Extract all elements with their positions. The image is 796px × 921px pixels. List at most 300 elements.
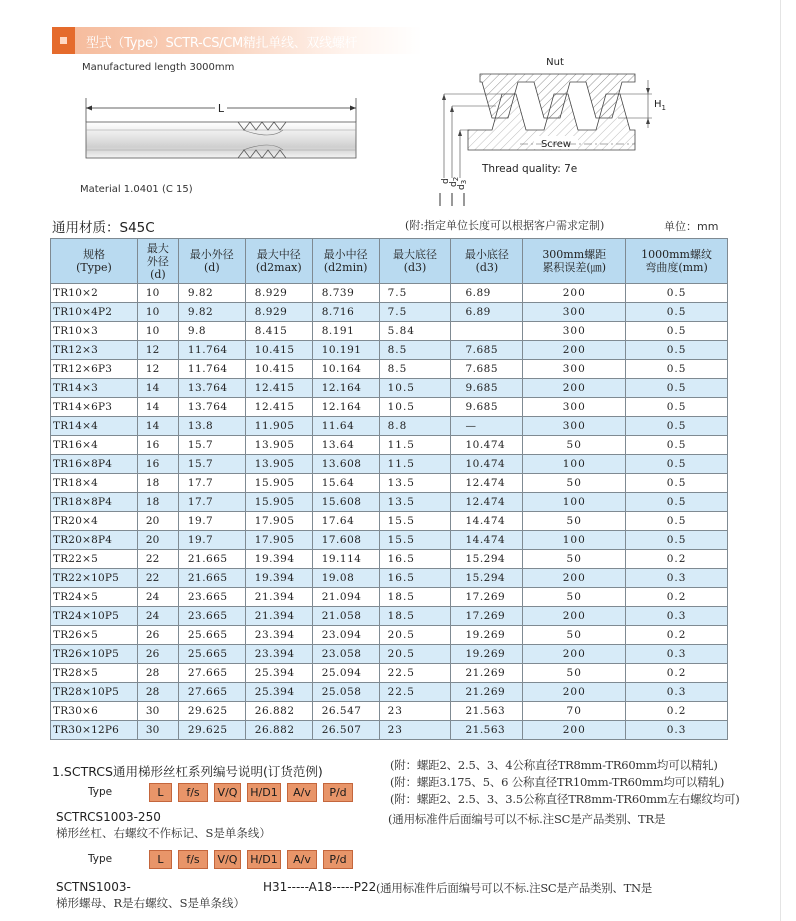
table-cell: 21.394 (245, 588, 312, 607)
table-cell: 12 (137, 341, 178, 360)
table-cell: 21.269 (451, 664, 523, 683)
table-cell: 0.5 (626, 455, 728, 474)
table-cell: 27.665 (178, 664, 245, 683)
table-cell: 15.7 (178, 455, 245, 474)
table-cell: 200 (523, 721, 626, 740)
column-header-line: 最大底径 (393, 248, 438, 261)
table-cell: 10.164 (312, 360, 379, 379)
table-row (51, 512, 728, 531)
column-header-line: 1000mm螺纹 (641, 248, 712, 261)
table-row (51, 550, 728, 569)
table-cell: 16 (137, 436, 178, 455)
table-cell: 18.5 (379, 588, 451, 607)
table-cell: 24 (137, 607, 178, 626)
code-box-av: A/v (287, 783, 317, 802)
table-cell: 17.64 (312, 512, 379, 531)
example-note-2: (通用标准件后面编号可以不标.注SC是产品类别、TN是 (376, 881, 652, 895)
table-cell: 200 (523, 341, 626, 360)
column-header-1 (137, 239, 178, 284)
table-cell: 11.764 (178, 341, 245, 360)
column-header-line: (Type) (76, 261, 112, 274)
table-cell: 24 (137, 588, 178, 607)
table-cell: 14.474 (451, 531, 523, 550)
table-cell: TR20×8P4 (51, 531, 138, 550)
table-cell: 26.507 (312, 721, 379, 740)
example-desc-2: 梯形螺母、R是右螺纹、S是单条线） (56, 896, 246, 910)
code-box-fs: f/s (178, 783, 208, 802)
screw-label: Screw (540, 139, 572, 150)
table-cell: 25.394 (245, 664, 312, 683)
table-cell: 23.058 (312, 645, 379, 664)
table-cell: 7.685 (451, 341, 523, 360)
table-cell: 21.665 (178, 550, 245, 569)
code-box-vq: V/Q (214, 783, 241, 802)
table-cell: TR14×3 (51, 379, 138, 398)
table-cell: 13.905 (245, 436, 312, 455)
table-cell: TR18×8P4 (51, 493, 138, 512)
table-cell: 19.7 (178, 512, 245, 531)
table-cell: 6.89 (451, 284, 523, 303)
column-header-3 (245, 239, 312, 284)
d-label: d (441, 178, 451, 184)
table-body (51, 284, 728, 740)
table-cell: 200 (523, 683, 626, 702)
table-cell: 18.5 (379, 607, 451, 626)
ordering-note-3: (附：螺距2、2.5、3、3.5公称直径TR8mm-TR60mm左右螺纹均可) (390, 792, 740, 806)
table-row (51, 721, 728, 740)
code-box-row-2 (149, 850, 359, 869)
table-cell (451, 322, 523, 341)
table-cell: 18 (137, 493, 178, 512)
table-cell: 10 (137, 322, 178, 341)
section-title-bar (52, 27, 422, 54)
table-cell: 19.269 (451, 626, 523, 645)
table-cell: TR22×10P5 (51, 569, 138, 588)
table-cell: 19.08 (312, 569, 379, 588)
table-cell: TR12×6P3 (51, 360, 138, 379)
code-box-row-1 (149, 783, 359, 802)
table-row (51, 303, 728, 322)
table-cell: 300 (523, 360, 626, 379)
code-box-pd: P/d (323, 783, 353, 802)
table-cell: 20 (137, 531, 178, 550)
table-cell: 20.5 (379, 626, 451, 645)
example-code-2-tail: H31-----A18-----P22 (263, 880, 377, 894)
table-cell: TR10×4P2 (51, 303, 138, 322)
table-cell: 300 (523, 417, 626, 436)
table-cell: 13.64 (312, 436, 379, 455)
table-cell: 100 (523, 531, 626, 550)
table-cell: 200 (523, 284, 626, 303)
code-box-hd1: H/D1 (247, 850, 281, 869)
table-cell: 0.3 (626, 569, 728, 588)
table-row (51, 322, 728, 341)
table-cell: 0.3 (626, 683, 728, 702)
table-row (51, 588, 728, 607)
table-cell: TR22×5 (51, 550, 138, 569)
column-header-line: 外径 (146, 254, 169, 268)
table-cell: 14 (137, 398, 178, 417)
table-cell: 0.5 (626, 341, 728, 360)
table-cell: 22 (137, 569, 178, 588)
code-box-l: L (149, 783, 172, 802)
table-cell: 21.269 (451, 683, 523, 702)
table-cell: TR28×10P5 (51, 683, 138, 702)
table-cell: 22 (137, 550, 178, 569)
thread-quality: Thread quality: 7e (482, 163, 578, 175)
table-cell: 26 (137, 626, 178, 645)
table-cell: TR14×6P3 (51, 398, 138, 417)
unit-label: 单位：mm (664, 220, 719, 233)
table-row (51, 284, 728, 303)
table-cell: 50 (523, 512, 626, 531)
table-cell: 0.2 (626, 664, 728, 683)
table-cell: 6.89 (451, 303, 523, 322)
table-cell: 10.191 (312, 341, 379, 360)
table-cell: 0.3 (626, 607, 728, 626)
table-cell: 9.685 (451, 398, 523, 417)
nut-label: Nut (546, 57, 564, 68)
table-cell: 10.5 (379, 379, 451, 398)
table-cell: 11.5 (379, 455, 451, 474)
table-cell: 17.905 (245, 531, 312, 550)
table-cell: 23.665 (178, 607, 245, 626)
table-cell: 0.5 (626, 398, 728, 417)
table-cell: 0.2 (626, 626, 728, 645)
code-box-hd1: H/D1 (247, 783, 281, 802)
table-cell: 14 (137, 417, 178, 436)
table-cell: 200 (523, 607, 626, 626)
table-cell: 10 (137, 303, 178, 322)
table-cell: 0.3 (626, 721, 728, 740)
code-box-l: L (149, 850, 172, 869)
table-cell: 8.929 (245, 303, 312, 322)
table-cell: 26.882 (245, 702, 312, 721)
table-row (51, 702, 728, 721)
table-cell: TR26×5 (51, 626, 138, 645)
table-cell: 10.474 (451, 455, 523, 474)
table-cell: 12 (137, 360, 178, 379)
table-cell: 14 (137, 379, 178, 398)
table-cell: TR24×10P5 (51, 607, 138, 626)
column-header-line: 最小底径 (464, 248, 509, 261)
table-cell: 200 (523, 569, 626, 588)
table-cell: 23.394 (245, 626, 312, 645)
table-cell: 17.269 (451, 607, 523, 626)
length-dim-label: L (217, 102, 225, 115)
table-cell: 29.625 (178, 702, 245, 721)
table-cell: 200 (523, 379, 626, 398)
table-cell: 0.5 (626, 284, 728, 303)
table-cell: 26.882 (245, 721, 312, 740)
spec-table (50, 238, 728, 740)
table-cell: 70 (523, 702, 626, 721)
table-row (51, 379, 728, 398)
table-cell: 300 (523, 303, 626, 322)
table-cell: 0.2 (626, 702, 728, 721)
table-cell: 22.5 (379, 683, 451, 702)
table-cell: 21.094 (312, 588, 379, 607)
table-cell: 10 (137, 284, 178, 303)
column-header-line: 最大 (146, 241, 169, 255)
table-cell: 0.3 (626, 645, 728, 664)
table-row (51, 569, 728, 588)
table-cell: 25.665 (178, 645, 245, 664)
table-cell: 13.5 (379, 493, 451, 512)
table-cell: TR30×12P6 (51, 721, 138, 740)
table-cell: 17.7 (178, 493, 245, 512)
table-cell: 21.058 (312, 607, 379, 626)
table-cell: 23.665 (178, 588, 245, 607)
table-cell: 8.5 (379, 341, 451, 360)
table-cell: 26.547 (312, 702, 379, 721)
table-cell: 7.5 (379, 303, 451, 322)
column-header-line: (d3) (403, 261, 427, 274)
table-cell: 16.5 (379, 550, 451, 569)
table-cell: 8.929 (245, 284, 312, 303)
column-header-line: (d) (203, 261, 220, 274)
table-cell: 17.905 (245, 512, 312, 531)
table-cell: 50 (523, 664, 626, 683)
code-box-vq: V/Q (214, 850, 241, 869)
table-cell: 19.394 (245, 569, 312, 588)
table-cell: 20.5 (379, 645, 451, 664)
table-cell: 13.5 (379, 474, 451, 493)
table-row (51, 341, 728, 360)
table-cell: 11.64 (312, 417, 379, 436)
table-cell: 12.164 (312, 379, 379, 398)
table-row (51, 398, 728, 417)
table-cell: 8.739 (312, 284, 379, 303)
table-row (51, 493, 728, 512)
table-cell: 15.608 (312, 493, 379, 512)
table-row (51, 531, 728, 550)
column-header-8 (626, 239, 728, 284)
column-header-7 (523, 239, 626, 284)
table-cell: 15.7 (178, 436, 245, 455)
table-cell: 50 (523, 474, 626, 493)
d3-label: $d_3$ (457, 179, 468, 190)
table-cell: 27.665 (178, 683, 245, 702)
table-cell: 5.84 (379, 322, 451, 341)
ordering-note-1: (附：螺距2、2.5、3、4公称直径TR8mm-TR60mm均可以精轧) (390, 758, 718, 772)
table-cell: 23.394 (245, 645, 312, 664)
table-cell: 17.7 (178, 474, 245, 493)
table-cell: 200 (523, 645, 626, 664)
table-row (51, 474, 728, 493)
table-cell: 13.608 (312, 455, 379, 474)
table-cell: 0.2 (626, 588, 728, 607)
table-cell: 21.665 (178, 569, 245, 588)
table-cell: 25.665 (178, 626, 245, 645)
table-cell: 10.415 (245, 360, 312, 379)
table-cell: 50 (523, 588, 626, 607)
manufactured-length: Manufactured length 3000mm (82, 62, 235, 73)
table-cell: 10.5 (379, 398, 451, 417)
table-cell: 13.8 (178, 417, 245, 436)
section-title: 型式（Type）SCTR-CS/CM精扎单线、双线螺杆 (86, 36, 358, 51)
table-row (51, 607, 728, 626)
table-cell: 23.094 (312, 626, 379, 645)
column-header-line: 最大中径 (256, 248, 301, 261)
table-cell: 10.415 (245, 341, 312, 360)
table-cell: 12.415 (245, 379, 312, 398)
column-header-line: 300mm螺距 (542, 248, 607, 261)
table-cell: 25.058 (312, 683, 379, 702)
table-cell: 8.5 (379, 360, 451, 379)
table-cell: 0.2 (626, 550, 728, 569)
table-cell: 30 (137, 721, 178, 740)
table-cell: 8.415 (245, 322, 312, 341)
table-cell: — (451, 417, 523, 436)
screw-length-drawing (78, 92, 368, 170)
table-cell: 11.764 (178, 360, 245, 379)
table-cell: 12.474 (451, 474, 523, 493)
table-cell: 9.8 (178, 322, 245, 341)
table-cell: 15.294 (451, 569, 523, 588)
column-header-0 (51, 239, 138, 284)
table-cell: 25.094 (312, 664, 379, 683)
table-cell: 7.685 (451, 360, 523, 379)
page-edge-line (780, 0, 781, 921)
table-cell: 28 (137, 683, 178, 702)
table-cell: TR24×5 (51, 588, 138, 607)
table-cell: TR20×4 (51, 512, 138, 531)
table-cell: 300 (523, 398, 626, 417)
table-cell: 9.82 (178, 284, 245, 303)
table-cell: 13.905 (245, 455, 312, 474)
table-cell: 16.5 (379, 569, 451, 588)
table-cell: TR16×4 (51, 436, 138, 455)
table-cell: 22.5 (379, 664, 451, 683)
column-header-line: (d3) (475, 261, 499, 274)
table-header-row (51, 239, 728, 284)
table-cell: 21.563 (451, 721, 523, 740)
table-cell: 15.5 (379, 512, 451, 531)
ordering-section-title: 1.SCTRCS通用梯形丝杠系列编号说明(订货范例) (52, 764, 323, 779)
table-cell: 9.82 (178, 303, 245, 322)
table-cell: 30 (137, 702, 178, 721)
table-cell: 21.563 (451, 702, 523, 721)
table-cell: 16 (137, 455, 178, 474)
thread-profile-drawing (430, 50, 670, 210)
column-header-line: (d2max) (255, 261, 302, 274)
table-cell: TR16×8P4 (51, 455, 138, 474)
column-header-5 (379, 239, 451, 284)
material-spec: Material 1.0401 (C 15) (80, 184, 193, 195)
table-cell: 0.5 (626, 417, 728, 436)
table-cell: TR18×4 (51, 474, 138, 493)
table-cell: 23 (379, 702, 451, 721)
table-cell: 100 (523, 455, 626, 474)
table-cell: 300 (523, 322, 626, 341)
table-cell: 50 (523, 626, 626, 645)
table-cell: 9.685 (451, 379, 523, 398)
code-box-av: A/v (287, 850, 317, 869)
table-cell: 17.269 (451, 588, 523, 607)
table-cell: 0.5 (626, 531, 728, 550)
code-box-pd: P/d (323, 850, 353, 869)
table-cell: 13.764 (178, 398, 245, 417)
table-cell: 15.5 (379, 531, 451, 550)
table-row (51, 455, 728, 474)
example-code-2: SCTNS1003- (56, 880, 131, 894)
type-label-2: Type (88, 853, 113, 865)
table-cell: 0.5 (626, 360, 728, 379)
column-header-line: 最小中径 (323, 248, 368, 261)
column-header-2 (178, 239, 245, 284)
example-desc-1: 梯形丝杠、右螺纹不作标记、S是单条线） (56, 826, 271, 840)
example-note-1: (通用标准件后面编号可以不标.注SC是产品类别、TR是 (388, 812, 666, 826)
table-cell: 100 (523, 493, 626, 512)
table-row (51, 664, 728, 683)
table-cell: 18 (137, 474, 178, 493)
table-cell: 15.905 (245, 474, 312, 493)
table-cell: TR10×2 (51, 284, 138, 303)
table-cell: 15.64 (312, 474, 379, 493)
table-cell: 8.191 (312, 322, 379, 341)
table-cell: TR14×4 (51, 417, 138, 436)
table-cell: 29.625 (178, 721, 245, 740)
table-cell: 0.5 (626, 493, 728, 512)
table-row (51, 436, 728, 455)
table-cell: 0.5 (626, 474, 728, 493)
table-cell: 19.394 (245, 550, 312, 569)
table-cell: 8.716 (312, 303, 379, 322)
table-cell: 19.7 (178, 531, 245, 550)
table-cell: 19.114 (312, 550, 379, 569)
d2-label: $d_2$ (449, 176, 460, 187)
table-cell: 0.5 (626, 379, 728, 398)
example-code-1: SCTRCS1003-250 (56, 810, 161, 824)
code-box-fs: f/s (178, 850, 208, 869)
table-cell: 23 (379, 721, 451, 740)
table-cell: 12.415 (245, 398, 312, 417)
table-cell: TR10×3 (51, 322, 138, 341)
table-cell: 21.394 (245, 607, 312, 626)
column-header-line: 累积误差(㎛) (542, 261, 607, 274)
table-cell: TR30×6 (51, 702, 138, 721)
table-row (51, 683, 728, 702)
table-cell: 10.474 (451, 436, 523, 455)
custom-length-note: (附:指定单位长度可以根据客户需求定制) (405, 219, 605, 232)
column-header-line: (d2min) (323, 261, 368, 274)
column-header-line: (d) (150, 267, 166, 281)
column-header-4 (312, 239, 379, 284)
table-cell: TR28×5 (51, 664, 138, 683)
table-cell: 0.5 (626, 303, 728, 322)
table-cell: 17.608 (312, 531, 379, 550)
h1-label: $H_1$ (654, 99, 666, 112)
title-marker-icon (52, 27, 75, 54)
table-row (51, 417, 728, 436)
table-cell: 7.5 (379, 284, 451, 303)
table-cell: 12.474 (451, 493, 523, 512)
table-cell: 14.474 (451, 512, 523, 531)
column-header-line: 弯曲度(mm) (645, 261, 708, 274)
table-cell: 20 (137, 512, 178, 531)
table-cell: 15.294 (451, 550, 523, 569)
table-row (51, 626, 728, 645)
column-header-line: 规格 (82, 248, 105, 261)
general-material: 通用材质：S45C (52, 220, 155, 236)
table-cell: 0.5 (626, 322, 728, 341)
table-cell: 25.394 (245, 683, 312, 702)
table-cell: 50 (523, 550, 626, 569)
table-cell: TR12×3 (51, 341, 138, 360)
table-row (51, 645, 728, 664)
ordering-note-2: (附：螺距3.175、5、6 公称直径TR10mm-TR60mm均可以精轧) (390, 775, 725, 789)
